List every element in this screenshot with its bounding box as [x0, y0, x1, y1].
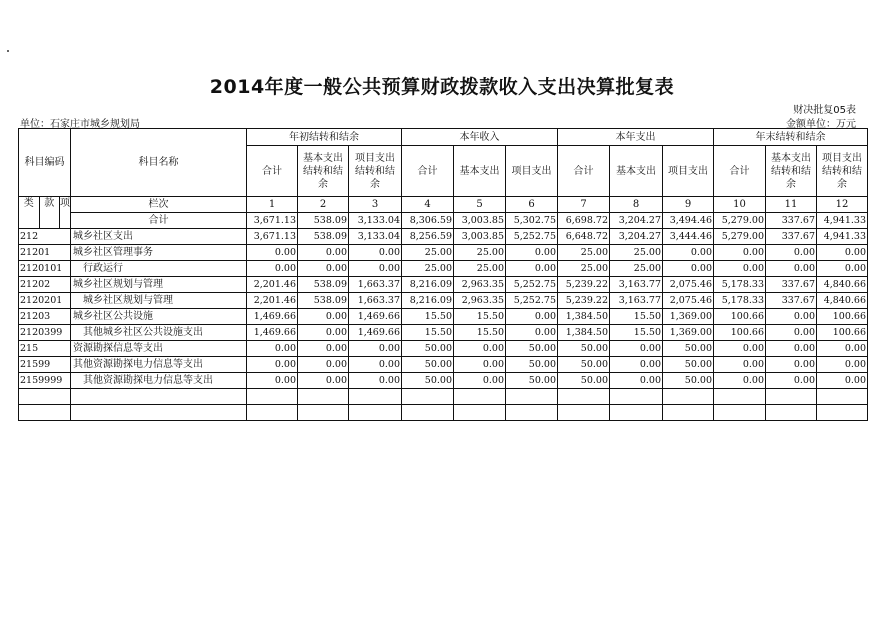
amount-cell: 5,178.33 — [714, 293, 766, 309]
empty-cell — [714, 389, 766, 405]
total-cell: 538.09 — [298, 213, 349, 229]
table-row — [19, 245, 868, 261]
amount-cell: 538.09 — [298, 277, 349, 293]
header-total: 合计 — [402, 146, 454, 197]
subject-name: 其他城乡社区公共设施支出 — [71, 325, 247, 341]
amount-cell: 0.00 — [506, 309, 558, 325]
amount-cell: 1,384.50 — [558, 309, 610, 325]
empty-cell — [19, 389, 71, 405]
empty-cell — [349, 389, 402, 405]
scan-speck — [7, 50, 9, 52]
amount-cell: 0.00 — [298, 357, 349, 373]
subject-name: 城乡社区支出 — [71, 229, 247, 245]
amount-cell: 25.00 — [454, 261, 506, 277]
amount-unit-label: 金额单位：万元 — [786, 119, 856, 130]
amount-cell: 100.66 — [817, 325, 868, 341]
amount-cell: 25.00 — [402, 245, 454, 261]
empty-cell — [766, 405, 817, 421]
amount-cell: 0.00 — [349, 357, 402, 373]
amount-cell: 2,963.35 — [454, 293, 506, 309]
empty-cell — [506, 389, 558, 405]
amount-cell: 0.00 — [610, 341, 663, 357]
amount-cell: 8,216.09 — [402, 277, 454, 293]
empty-cell — [402, 405, 454, 421]
subject-name: 城乡社区规划与管理 — [71, 277, 247, 293]
header-project-carry: 项目支出结转和结余 — [817, 146, 868, 197]
amount-cell: 0.00 — [454, 373, 506, 389]
empty-cell — [247, 389, 298, 405]
amount-cell: 50.00 — [506, 341, 558, 357]
header-total: 合计 — [247, 146, 298, 197]
amount-cell: 5,252.75 — [506, 293, 558, 309]
amount-cell: 0.00 — [663, 261, 714, 277]
header-current-expenditure: 本年支出 — [558, 129, 714, 146]
subject-code: 2120201 — [19, 293, 71, 309]
amount-cell: 0.00 — [714, 373, 766, 389]
amount-cell: 1,663.37 — [349, 277, 402, 293]
header-name: 科目名称 — [71, 129, 247, 197]
amount-cell: 25.00 — [454, 245, 506, 261]
total-cell: 3,133.04 — [349, 213, 402, 229]
header-xiang: 项 — [60, 198, 70, 209]
subject-name: 城乡社区公共设施 — [71, 309, 247, 325]
total-row — [19, 213, 868, 229]
header-project: 项目支出 — [506, 146, 558, 197]
empty-cell — [663, 405, 714, 421]
subject-name: 城乡社区规划与管理 — [71, 293, 247, 309]
amount-cell: 0.00 — [247, 261, 298, 277]
amount-cell: 2,075.46 — [663, 277, 714, 293]
table-row — [19, 357, 868, 373]
header-project: 项目支出 — [663, 146, 714, 197]
amount-cell: 50.00 — [402, 373, 454, 389]
amount-cell: 538.09 — [298, 293, 349, 309]
amount-cell: 0.00 — [766, 341, 817, 357]
amount-cell: 337.67 — [766, 293, 817, 309]
amount-cell: 0.00 — [247, 341, 298, 357]
form-number: 财决批复05表 — [793, 105, 856, 116]
amount-cell: 25.00 — [558, 245, 610, 261]
subject-name: 行政运行 — [71, 261, 247, 277]
empty-cell — [298, 389, 349, 405]
subject-code: 2120101 — [19, 261, 71, 277]
empty-cell — [558, 389, 610, 405]
amount-cell: 1,663.37 — [349, 293, 402, 309]
amount-cell: 3,133.04 — [349, 229, 402, 245]
amount-cell: 2,075.46 — [663, 293, 714, 309]
amount-cell: 100.66 — [714, 309, 766, 325]
amount-cell: 5,239.22 — [558, 293, 610, 309]
amount-cell: 5,279.00 — [714, 229, 766, 245]
amount-cell: 50.00 — [663, 357, 714, 373]
total-cell: 3,003.85 — [454, 213, 506, 229]
amount-cell: 3,163.77 — [610, 293, 663, 309]
amount-cell: 0.00 — [766, 309, 817, 325]
amount-cell: 0.00 — [766, 245, 817, 261]
amount-cell: 0.00 — [714, 357, 766, 373]
column-index: 10 — [714, 197, 766, 213]
total-cell: 3,494.46 — [663, 213, 714, 229]
empty-cell — [298, 405, 349, 421]
amount-cell: 4,941.33 — [817, 229, 868, 245]
amount-cell: 0.00 — [766, 325, 817, 341]
empty-cell — [402, 389, 454, 405]
column-index: 4 — [402, 197, 454, 213]
amount-cell: 4,840.66 — [817, 277, 868, 293]
amount-cell: 1,469.66 — [349, 309, 402, 325]
amount-cell: 0.00 — [506, 261, 558, 277]
amount-cell: 0.00 — [298, 309, 349, 325]
amount-cell: 1,469.66 — [247, 325, 298, 341]
empty-cell — [349, 405, 402, 421]
amount-cell: 0.00 — [454, 341, 506, 357]
amount-cell: 15.50 — [402, 309, 454, 325]
column-index: 9 — [663, 197, 714, 213]
amount-cell: 5,239.22 — [558, 277, 610, 293]
empty-cell — [19, 405, 71, 421]
header-basic: 基本支出 — [454, 146, 506, 197]
amount-cell: 337.67 — [766, 229, 817, 245]
amount-cell: 0.00 — [349, 373, 402, 389]
total-cell: 3,671.13 — [247, 213, 298, 229]
amount-cell: 3,163.77 — [610, 277, 663, 293]
amount-cell: 0.00 — [766, 373, 817, 389]
page-title: 2014年度一般公共预算财政拨款收入支出决算批复表 — [209, 76, 675, 98]
amount-cell: 4,840.66 — [817, 293, 868, 309]
header-lei: 类 — [19, 197, 40, 228]
header-basic-carry: 基本支出结转和结余 — [766, 146, 817, 197]
amount-cell: 0.00 — [506, 245, 558, 261]
subject-code: 2120399 — [19, 325, 71, 341]
column-index: 11 — [766, 197, 817, 213]
amount-cell: 0.00 — [454, 357, 506, 373]
total-cell: 5,279.00 — [714, 213, 766, 229]
amount-cell: 5,252.75 — [506, 277, 558, 293]
table-row — [19, 325, 868, 341]
empty-cell — [610, 389, 663, 405]
amount-cell: 0.00 — [349, 261, 402, 277]
subject-code: 21202 — [19, 277, 71, 293]
subject-name: 其他资源勘探电力信息等支出 — [71, 357, 247, 373]
column-index: 12 — [817, 197, 868, 213]
amount-cell: 25.00 — [558, 261, 610, 277]
amount-cell: 50.00 — [558, 341, 610, 357]
column-index-label: 栏次 — [71, 197, 247, 213]
column-index: 5 — [454, 197, 506, 213]
table-row — [19, 373, 868, 389]
header-basic: 基本支出 — [610, 146, 663, 197]
header-basic-carry: 基本支出结转和结余 — [298, 146, 349, 197]
empty-cell — [454, 405, 506, 421]
column-index: 1 — [247, 197, 298, 213]
amount-cell: 3,671.13 — [247, 229, 298, 245]
table-row — [19, 293, 868, 309]
amount-cell: 100.66 — [714, 325, 766, 341]
empty-cell — [766, 389, 817, 405]
amount-cell: 1,369.00 — [663, 325, 714, 341]
amount-cell: 15.50 — [402, 325, 454, 341]
budget-table — [18, 128, 868, 421]
header-closing-balance: 年末结转和结余 — [714, 129, 868, 146]
table-row — [19, 309, 868, 325]
header-code: 科目编码 — [19, 129, 71, 197]
total-cell: 337.67 — [766, 213, 817, 229]
header-kuan: 款 — [40, 197, 61, 228]
category-columns — [19, 197, 71, 229]
subject-code: 215 — [19, 341, 71, 357]
subject-code: 21201 — [19, 245, 71, 261]
header-total: 合计 — [714, 146, 766, 197]
header-opening-balance: 年初结转和结余 — [247, 129, 402, 146]
total-cell: 8,306.59 — [402, 213, 454, 229]
subject-name: 城乡社区管理事务 — [71, 245, 247, 261]
amount-cell: 1,469.66 — [247, 309, 298, 325]
table-row — [19, 229, 868, 245]
amount-cell: 50.00 — [402, 357, 454, 373]
amount-cell: 50.00 — [506, 373, 558, 389]
empty-cell — [663, 389, 714, 405]
amount-cell: 0.00 — [610, 357, 663, 373]
empty-cell — [558, 405, 610, 421]
subject-name: 资源勘探信息等支出 — [71, 341, 247, 357]
total-cell: 5,302.75 — [506, 213, 558, 229]
amount-cell: 0.00 — [298, 261, 349, 277]
amount-cell: 0.00 — [298, 341, 349, 357]
amount-cell: 0.00 — [714, 261, 766, 277]
amount-cell: 1,384.50 — [558, 325, 610, 341]
amount-cell: 0.00 — [506, 325, 558, 341]
empty-row — [19, 405, 868, 421]
amount-cell: 1,469.66 — [349, 325, 402, 341]
amount-cell: 25.00 — [610, 261, 663, 277]
total-cell: 6,698.72 — [558, 213, 610, 229]
amount-cell: 6,648.72 — [558, 229, 610, 245]
amount-cell: 0.00 — [817, 373, 868, 389]
amount-cell: 0.00 — [663, 245, 714, 261]
amount-cell: 0.00 — [714, 341, 766, 357]
header-current-income: 本年收入 — [402, 129, 558, 146]
amount-cell: 2,963.35 — [454, 277, 506, 293]
amount-cell: 0.00 — [714, 245, 766, 261]
header-project-carry: 项目支出结转和结余 — [349, 146, 402, 197]
amount-cell: 25.00 — [610, 245, 663, 261]
empty-cell — [714, 405, 766, 421]
column-index: 3 — [349, 197, 402, 213]
amount-cell: 5,252.75 — [506, 229, 558, 245]
amount-cell: 0.00 — [817, 357, 868, 373]
amount-cell: 50.00 — [558, 373, 610, 389]
amount-cell: 1,369.00 — [663, 309, 714, 325]
amount-cell: 15.50 — [454, 309, 506, 325]
empty-row — [19, 389, 868, 405]
unit-label: 单位：石家庄市城乡规划局 — [20, 119, 140, 130]
amount-cell: 0.00 — [817, 341, 868, 357]
amount-cell: 0.00 — [298, 373, 349, 389]
total-cell: 3,204.27 — [610, 213, 663, 229]
table-row — [19, 341, 868, 357]
subject-code: 2159999 — [19, 373, 71, 389]
subject-code: 212 — [19, 229, 71, 245]
empty-cell — [817, 389, 868, 405]
amount-cell: 0.00 — [247, 245, 298, 261]
amount-cell: 8,256.59 — [402, 229, 454, 245]
empty-cell — [71, 389, 247, 405]
amount-cell: 0.00 — [298, 245, 349, 261]
table-row — [19, 277, 868, 293]
empty-cell — [506, 405, 558, 421]
amount-cell: 2,201.46 — [247, 293, 298, 309]
amount-cell: 0.00 — [766, 357, 817, 373]
amount-cell: 3,003.85 — [454, 229, 506, 245]
amount-cell: 0.00 — [817, 261, 868, 277]
amount-cell: 5,178.33 — [714, 277, 766, 293]
empty-cell — [817, 405, 868, 421]
amount-cell: 0.00 — [349, 245, 402, 261]
amount-cell: 50.00 — [558, 357, 610, 373]
amount-cell: 538.09 — [298, 229, 349, 245]
subject-code: 21203 — [19, 309, 71, 325]
amount-cell: 15.50 — [610, 309, 663, 325]
amount-cell: 0.00 — [247, 357, 298, 373]
column-index: 8 — [610, 197, 663, 213]
empty-cell — [454, 389, 506, 405]
amount-cell: 3,444.46 — [663, 229, 714, 245]
empty-cell — [71, 405, 247, 421]
column-index: 2 — [298, 197, 349, 213]
amount-cell: 0.00 — [766, 261, 817, 277]
amount-cell: 15.50 — [610, 325, 663, 341]
amount-cell: 25.00 — [402, 261, 454, 277]
empty-cell — [247, 405, 298, 421]
amount-cell: 0.00 — [349, 341, 402, 357]
total-label: 合计 — [71, 213, 247, 229]
column-index: 7 — [558, 197, 610, 213]
amount-cell: 0.00 — [817, 245, 868, 261]
column-index: 6 — [506, 197, 558, 213]
amount-cell: 0.00 — [610, 373, 663, 389]
amount-cell: 50.00 — [663, 373, 714, 389]
header-total: 合计 — [558, 146, 610, 197]
amount-cell: 50.00 — [506, 357, 558, 373]
amount-cell: 0.00 — [247, 373, 298, 389]
subject-code: 21599 — [19, 357, 71, 373]
amount-cell: 3,204.27 — [610, 229, 663, 245]
empty-cell — [610, 405, 663, 421]
total-cell: 4,941.33 — [817, 213, 868, 229]
amount-cell: 15.50 — [454, 325, 506, 341]
amount-cell: 0.00 — [298, 325, 349, 341]
amount-cell: 337.67 — [766, 277, 817, 293]
amount-cell: 50.00 — [402, 341, 454, 357]
amount-cell: 2,201.46 — [247, 277, 298, 293]
table-row — [19, 261, 868, 277]
amount-cell: 100.66 — [817, 309, 868, 325]
amount-cell: 50.00 — [663, 341, 714, 357]
subject-name: 其他资源勘探电力信息等支出 — [71, 373, 247, 389]
amount-cell: 8,216.09 — [402, 293, 454, 309]
